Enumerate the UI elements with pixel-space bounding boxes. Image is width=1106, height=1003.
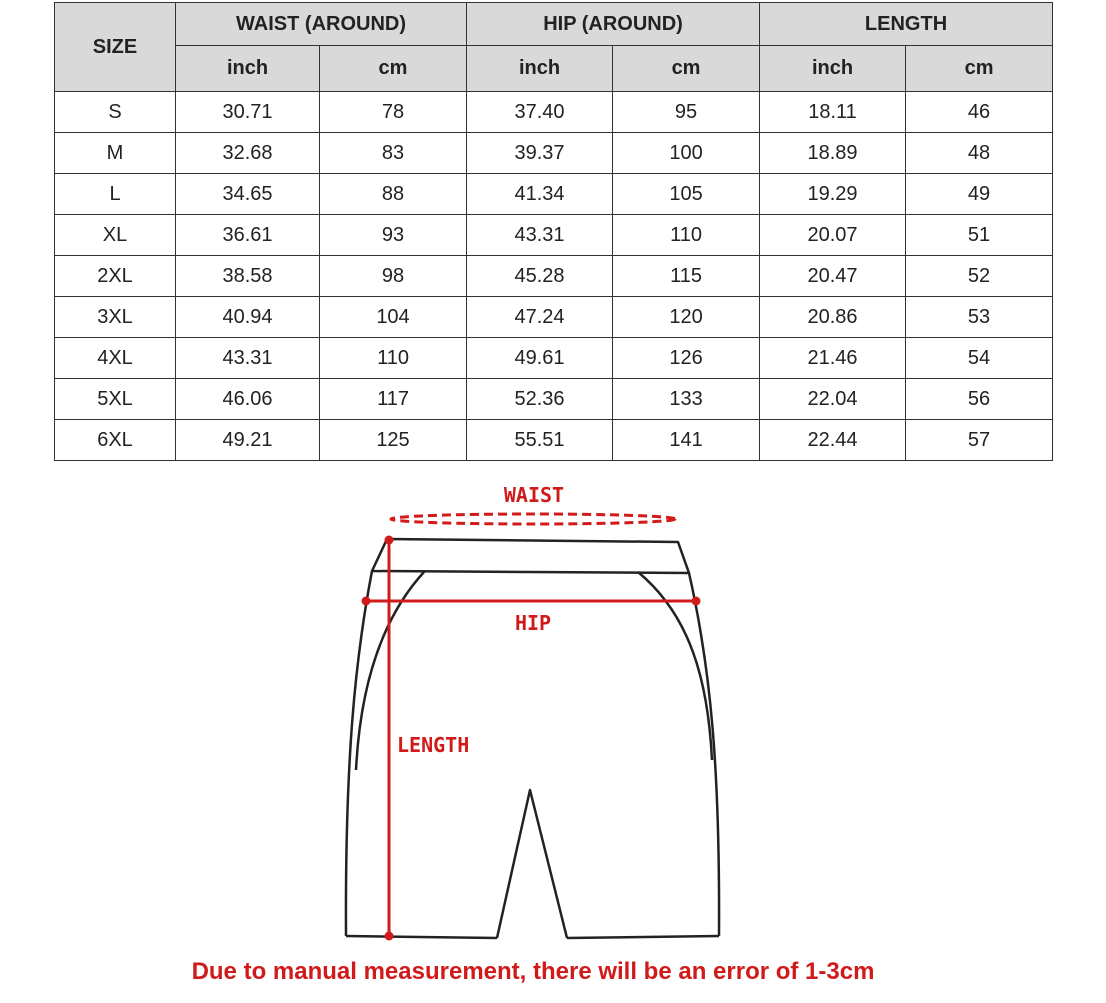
length-bottom-dot [385,932,394,941]
measurement-cell: 52.36 [467,379,613,420]
measurement-cell: 83 [320,133,467,174]
measurement-cell: 100 [613,133,760,174]
measurement-cell: 141 [613,420,760,461]
size-cell: L [55,174,176,215]
measurement-cell: 78 [320,92,467,133]
table-row [55,133,1053,174]
unit-header: inch [176,46,320,92]
table-row [55,297,1053,338]
table-row [55,379,1053,420]
measurement-cell: 30.71 [176,92,320,133]
length-label: LENGTH [397,733,470,757]
measurement-cell: 40.94 [176,297,320,338]
table-row [55,174,1053,215]
length-group-header: LENGTH [760,3,1053,46]
measurement-cell: 20.86 [760,297,906,338]
measurement-cell: 98 [320,256,467,297]
measurement-cell: 56 [906,379,1053,420]
measurement-cell: 125 [320,420,467,461]
length-top-dot [385,536,394,545]
unit-header: inch [760,46,906,92]
measurement-cell: 57 [906,420,1053,461]
measurement-cell: 55.51 [467,420,613,461]
measurement-cell: 37.40 [467,92,613,133]
measurement-cell: 105 [613,174,760,215]
measurement-cell: 110 [613,215,760,256]
size-chart-table [54,2,1053,461]
measurement-note: Due to manual measurement, there will be an error of 1-3cm [191,958,875,985]
measurement-cell: 43.31 [467,215,613,256]
table-row [55,215,1053,256]
measurement-cell: 104 [320,297,467,338]
measurement-cell: 133 [613,379,760,420]
measurement-cell: 95 [613,92,760,133]
measurement-cell: 46 [906,92,1053,133]
table-row [55,92,1053,133]
measurement-cell: 53 [906,297,1053,338]
measurement-cell: 22.04 [760,379,906,420]
measurement-cell: 22.44 [760,420,906,461]
measurement-cell: 20.07 [760,215,906,256]
measurement-cell: 41.34 [467,174,613,215]
measurement-cell: 20.47 [760,256,906,297]
waist-label: WAIST [503,483,565,507]
size-table-body [55,92,1053,461]
size-column-header: SIZE [55,3,176,92]
measurement-cell: 48 [906,133,1053,174]
size-cell: XL [55,215,176,256]
waist-measure-ellipse [391,514,675,524]
measurement-cell: 36.61 [176,215,320,256]
table-row [55,338,1053,379]
hip-label: HIP [514,611,552,635]
measurement-cell: 54 [906,338,1053,379]
measurement-cell: 18.89 [760,133,906,174]
unit-header: cm [906,46,1053,92]
size-cell: 6XL [55,420,176,461]
unit-header: cm [613,46,760,92]
measurement-cell: 43.31 [176,338,320,379]
measurement-cell: 110 [320,338,467,379]
hip-group-header: HIP (AROUND) [467,3,760,46]
unit-header: cm [320,46,467,92]
measurement-cell: 45.28 [467,256,613,297]
table-row [55,256,1053,297]
measurement-cell: 46.06 [176,379,320,420]
measurement-cell: 120 [613,297,760,338]
measurement-cell: 34.65 [176,174,320,215]
size-cell: 4XL [55,338,176,379]
size-cell: 2XL [55,256,176,297]
unit-header: inch [467,46,613,92]
measurement-cell: 117 [320,379,467,420]
measurement-cell: 49.61 [467,338,613,379]
measurement-cell: 38.58 [176,256,320,297]
waist-group-header: WAIST (AROUND) [176,3,467,46]
measurement-cell: 32.68 [176,133,320,174]
hip-right-dot [692,597,701,606]
measurement-cell: 93 [320,215,467,256]
measurement-cell: 49.21 [176,420,320,461]
measurement-cell: 49 [906,174,1053,215]
measurement-cell: 88 [320,174,467,215]
measurement-cell: 19.29 [760,174,906,215]
size-cell: S [55,92,176,133]
shorts-measurement-diagram [0,470,1106,950]
measurement-cell: 39.37 [467,133,613,174]
measurement-cell: 51 [906,215,1053,256]
hip-left-dot [362,597,371,606]
size-cell: 3XL [55,297,176,338]
measurement-cell: 21.46 [760,338,906,379]
measurement-cell: 126 [613,338,760,379]
measurement-cell: 47.24 [467,297,613,338]
size-cell: M [55,133,176,174]
table-row [55,420,1053,461]
measurement-cell: 18.11 [760,92,906,133]
measurement-cell: 52 [906,256,1053,297]
measurement-cell: 115 [613,256,760,297]
size-cell: 5XL [55,379,176,420]
